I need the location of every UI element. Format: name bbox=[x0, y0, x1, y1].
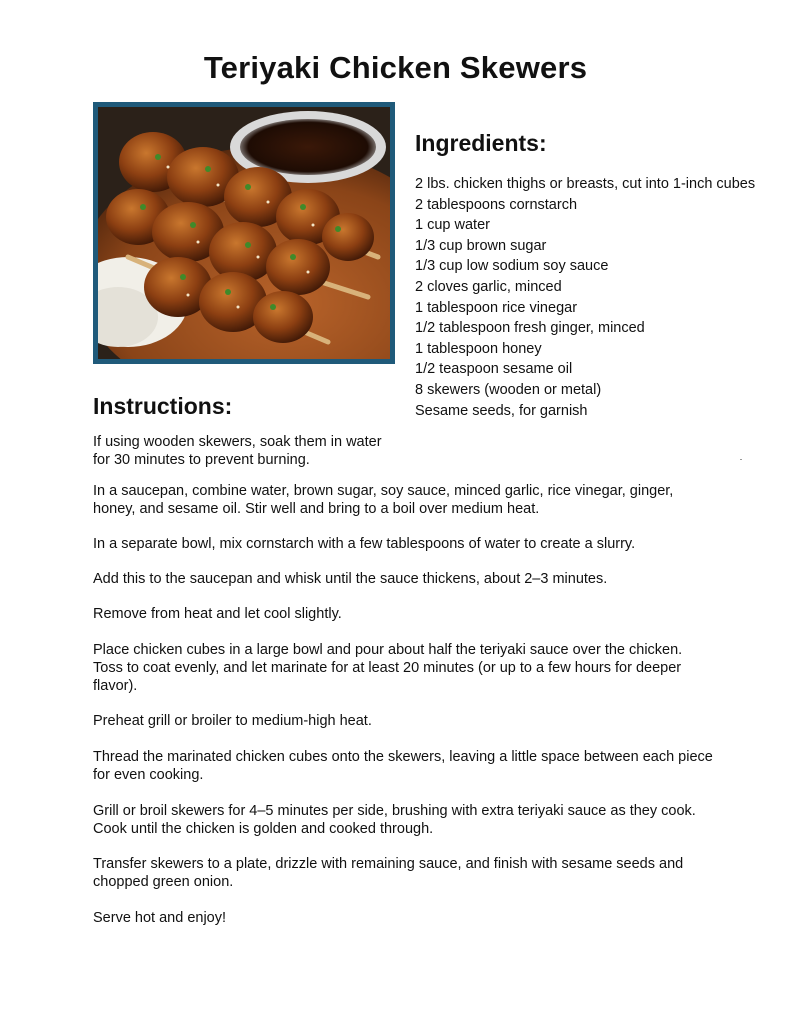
instruction-step: In a separate bowl, mix cornstarch with a few tablespoons of water to create a slurry. bbox=[93, 536, 636, 552]
ingredient-item: 1 tablespoon honey bbox=[415, 340, 542, 357]
instruction-step: Grill or broil skewers for 4–5 minutes per side, brushing with extra teriyaki sauce as they cook. Cook until the chicken is golden and cooked through. bbox=[93, 803, 696, 837]
ingredient-item: 2 lbs. chicken thighs or breasts, cut into 1-inch cubes bbox=[415, 176, 756, 192]
ingredient-item: 2 cloves garlic, minced bbox=[415, 278, 562, 295]
ingredient-item: 1 cup water bbox=[415, 217, 490, 234]
ingredient-item: 1/3 cup brown sugar bbox=[415, 237, 547, 254]
instruction-step: Serve hot and enjoy! bbox=[93, 910, 227, 926]
ingredient-item: 8 skewers (wooden or metal) bbox=[415, 381, 602, 398]
page-title: Teriyaki Chicken Skewers bbox=[203, 50, 588, 85]
ingredient-item: 1 tablespoon rice vinegar bbox=[415, 299, 578, 316]
ingredient-item: 1/2 tablespoon fresh ginger, minced bbox=[415, 320, 645, 337]
instruction-step: Transfer skewers to a plate, drizzle with remaining sauce, and finish with sesame seeds and chopped green onion. bbox=[93, 856, 684, 890]
instruction-step: Preheat grill or broiler to medium-high heat. bbox=[93, 713, 372, 729]
instruction-step: If using wooden skewers, soak them in water for 30 minutes to prevent burning. bbox=[93, 434, 382, 468]
ingredients-heading: Ingredients: bbox=[415, 130, 547, 156]
instruction-step: Remove from heat and let cool slightly. bbox=[93, 606, 342, 622]
instruction-step: In a saucepan, combine water, brown sugar, soy sauce, minced garlic, rice vinegar, ginger, honey, and sesame oil. Stir well and bring to a boil over medium heat. bbox=[93, 483, 674, 517]
instruction-step: Thread the marinated chicken cubes onto the skewers, leaving a little space between each piece for even cooking. bbox=[93, 749, 713, 783]
instruction-step: Place chicken cubes in a large bowl and pour about half the teriyaki sauce over the chicken. Toss to coat evenly, and let marinate for at least 20 minutes (or up to a few hours for deeper flavor). bbox=[93, 642, 683, 694]
instructions-heading: Instructions: bbox=[93, 393, 233, 419]
instruction-step: Add this to the saucepan and whisk until the sauce thickens, about 2–3 minutes. bbox=[93, 571, 608, 587]
ingredient-item: 1/3 cup low sodium soy sauce bbox=[415, 258, 609, 275]
food-photo-icon bbox=[98, 107, 390, 359]
ingredients-list bbox=[415, 174, 760, 421]
teriyaki-skewers-photo bbox=[93, 102, 395, 364]
ingredient-item: 1/2 teaspoon sesame oil bbox=[415, 361, 573, 378]
stray-mark bbox=[740, 459, 742, 460]
ingredient-item: 2 tablespoons cornstarch bbox=[415, 196, 578, 213]
ingredient-item: Sesame seeds, for garnish bbox=[415, 402, 588, 419]
